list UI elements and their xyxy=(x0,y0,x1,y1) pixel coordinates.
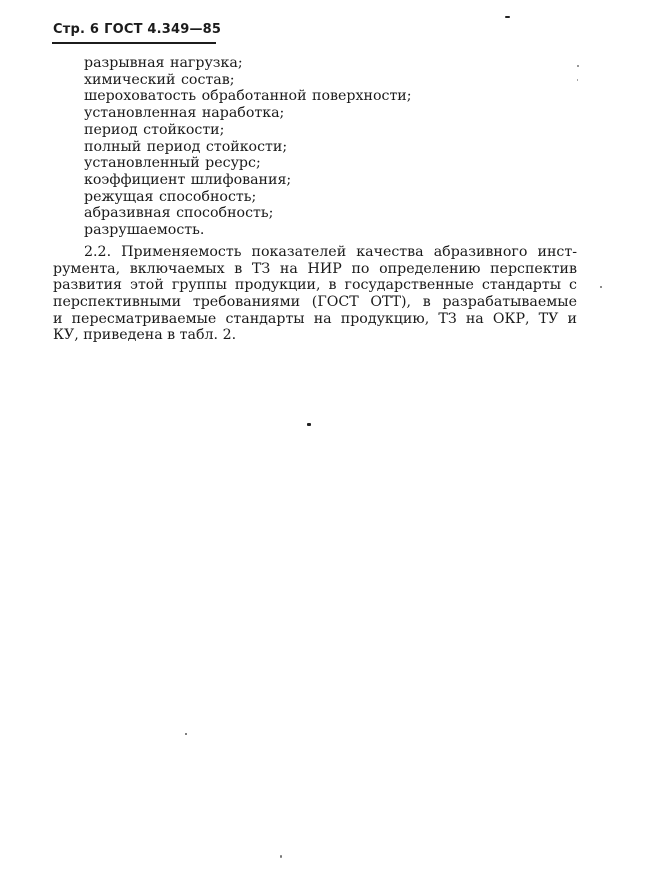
list-item: коэффициент шлифования; xyxy=(84,171,292,188)
list-item: абразивная способность; xyxy=(84,205,274,222)
page-header xyxy=(53,22,221,37)
scan-speck xyxy=(577,79,578,81)
paragraph-line: развития этой группы продукции, в государственные стандарты с xyxy=(53,277,577,294)
list-item: период стойкости; xyxy=(84,121,225,138)
list-item: химический состав; xyxy=(84,71,235,88)
standard-designation: ГОСТ 4.349—85 xyxy=(104,22,222,37)
list-item: разрывная нагрузка; xyxy=(84,55,243,71)
scan-speck xyxy=(600,286,602,288)
quality-indicators-list xyxy=(84,55,412,239)
paragraph-line: румента, включаемых в ТЗ на НИР по определению перспектив xyxy=(53,260,577,277)
list-item: разрушаемость. xyxy=(84,222,205,239)
scan-speck xyxy=(577,65,579,67)
scan-speck xyxy=(185,733,187,735)
list-item: установленный ресурс; xyxy=(84,155,261,172)
list-item: режущая способность; xyxy=(84,188,257,205)
paragraph-line: перспективными требованиями (ГОСТ ОТТ), в разрабатываемые xyxy=(53,294,577,311)
list-item: полный период стойкости; xyxy=(84,138,288,155)
paragraph-line: 2.2. Применяемость показателей качества абразивного инст- xyxy=(84,244,577,260)
paragraph-line: и пересматриваемые стандарты на продукцию, ТЗ на ОКР, ТУ и xyxy=(53,310,577,327)
paragraph-line: КУ, приведена в табл. 2. xyxy=(53,327,237,344)
scan-speck xyxy=(307,423,311,426)
scan-speck xyxy=(280,855,282,858)
list-item: установленная наработка; xyxy=(84,105,285,122)
page-number: Стр. 6 xyxy=(53,22,100,37)
list-item: шероховатость обработанной поверхности; xyxy=(84,88,412,105)
scan-speck xyxy=(505,16,510,18)
section-2-2-paragraph xyxy=(53,244,577,344)
header-rule xyxy=(52,42,216,44)
